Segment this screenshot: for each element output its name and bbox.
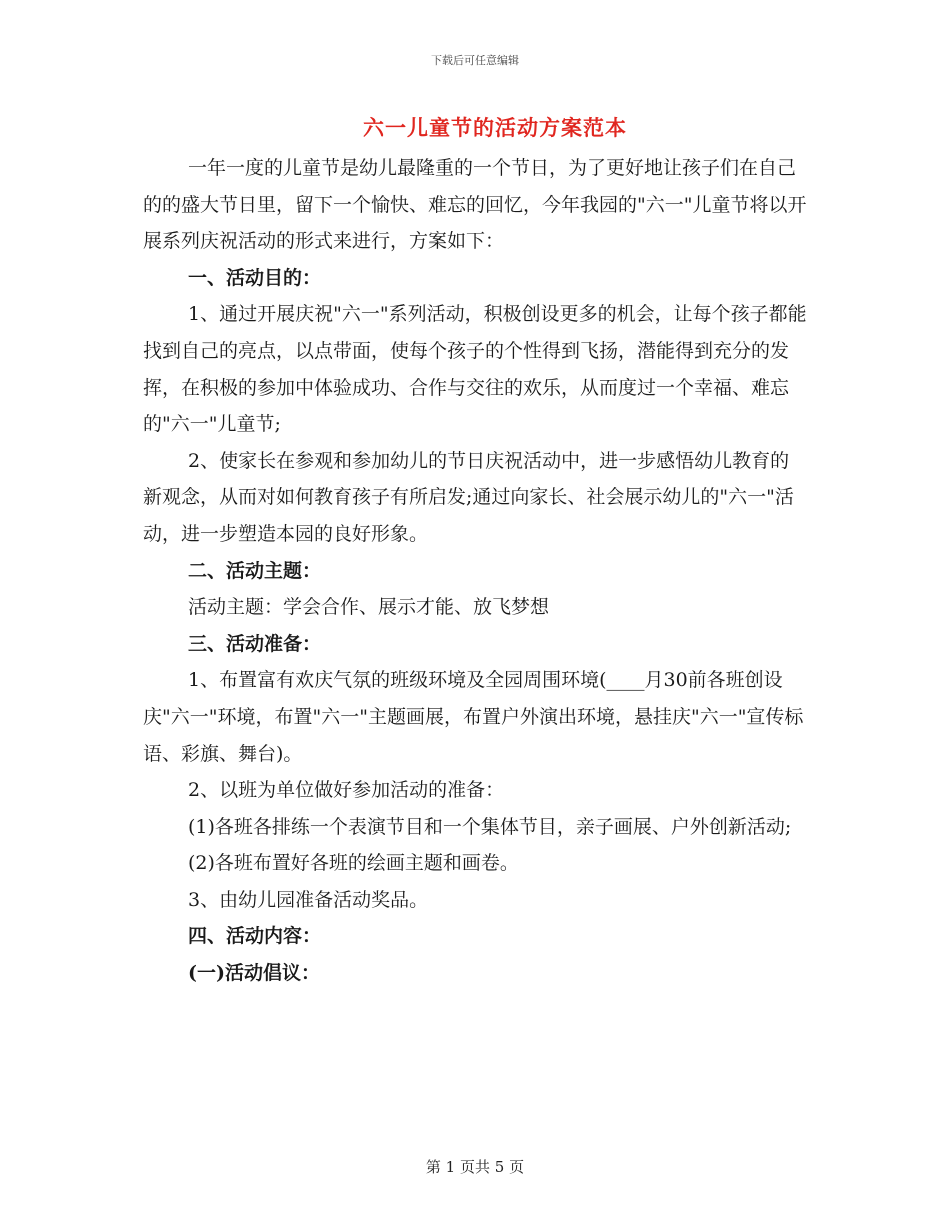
preparation-subitem-2: (2)各班布置好各班的绘画主题和画卷。 — [188, 852, 519, 875]
preparation-item-1: 1、布置富有欢庆气氛的班级环境及全园周围环境(____月30前各班创设庆"六一"环境，布置"六一"主题画展，布置户外演出环境，悬挂庆"六一"宣传标语、彩旗、舞台)。 — [143, 669, 804, 765]
section-heading-theme: 二、活动主题： — [188, 559, 322, 582]
intro-paragraph: 一年一度的儿童节是幼儿最隆重的一个节日，为了更好地让孩子们在自己的的盛大节日里，留下一个愉快、难忘的回忆，今年我园的"六一"儿童节将以开展系列庆祝活动的形式来进行，方案如下： — [143, 157, 807, 253]
purpose-item-1: 1、通过开展庆祝"六一"系列活动，积极创设更多的机会，让每个孩子都能找到自己的亮点，以点带面，使每个孩子的个性得到飞扬，潜能得到充分的发挥，在积极的参加中体验成功、合作与交往的欢乐，从而度过一个幸福、难忘的"六一"儿童节; — [143, 303, 807, 436]
purpose-item-2: 2、使家长在参观和参加幼儿的节日庆祝活动中，进一步感悟幼儿教育的新观念，从而对如何教育孩子有所启发;通过向家长、社会展示幼儿的"六一"活动，进一步塑造本园的良好形象。 — [143, 449, 794, 545]
preparation-item-3: 3、由幼儿园准备活动奖品。 — [188, 888, 429, 911]
preparation-subitem-1: (1)各班各排练一个表演节目和一个集体节目，亲子画展、户外创新活动; — [188, 815, 792, 838]
preparation-item-2: 2、以班为单位做好参加活动的准备： — [188, 779, 505, 802]
document-body — [143, 150, 808, 992]
theme-paragraph: 活动主题：学会合作、展示才能、放飞梦想 — [188, 596, 550, 619]
section-heading-purpose: 一、活动目的： — [188, 266, 322, 289]
section-heading-preparation: 三、活动准备： — [188, 632, 322, 655]
section-heading-content: 四、活动内容： — [188, 925, 322, 948]
header-note: 下载后可任意编辑 — [431, 54, 519, 67]
page-number-footer: 第 1 页共 5 页 — [425, 1158, 525, 1176]
subsection-heading-initiative: (一)活动倡议： — [188, 962, 320, 985]
document-title: 六一儿童节的活动方案范本 — [363, 115, 627, 140]
